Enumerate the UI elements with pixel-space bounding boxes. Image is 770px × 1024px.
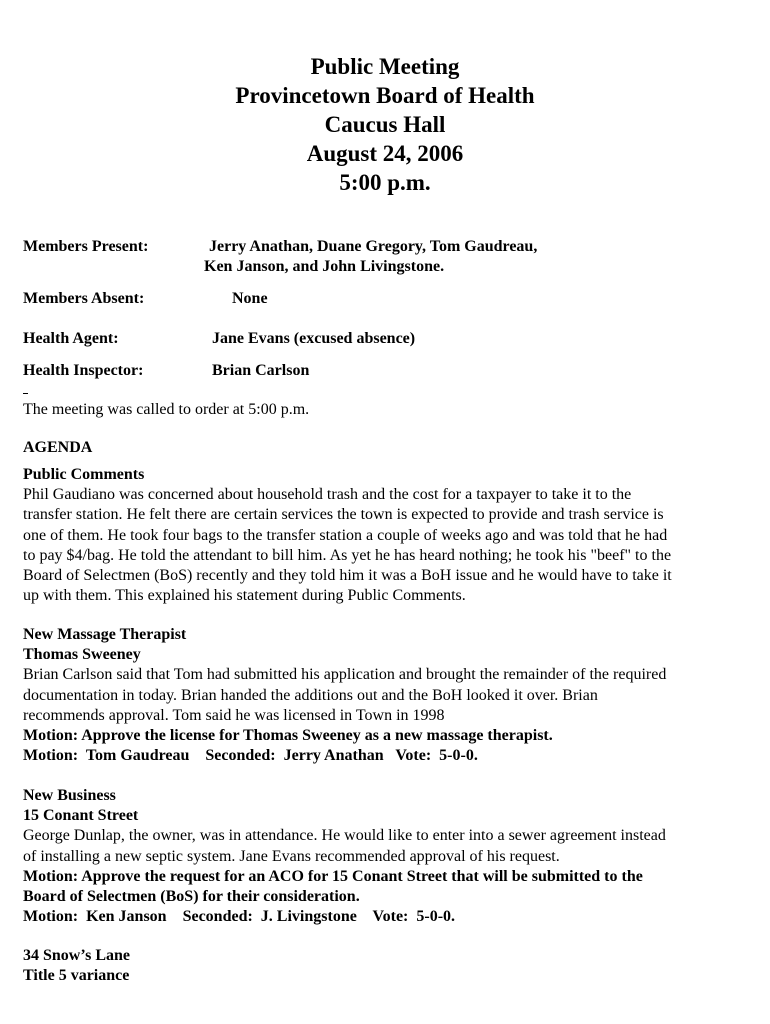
paragraph-line: of installing a new septic system. Jane Evans recommended approval of his request. bbox=[23, 847, 560, 865]
paragraph-line: transfer station. He felt there are certain services the town is expected to provide and trash service is bbox=[23, 506, 664, 524]
divider-mark bbox=[23, 393, 28, 394]
members-present-row bbox=[23, 237, 743, 279]
members-absent-value: None bbox=[232, 290, 268, 307]
agenda-heading bbox=[23, 438, 748, 458]
health-agent-label: Health Agent: bbox=[23, 330, 119, 347]
motion-line: Motion: Approve the request for an ACO for 15 Conant Street that will be submitted to the bbox=[23, 867, 643, 885]
paragraph-line: one of them. He took four bags to the transfer station a couple of weeks ago and was told that he had bbox=[23, 526, 668, 544]
agenda-heading-text: AGENDA bbox=[23, 439, 93, 456]
massage-therapist-subheading: Thomas Sweeney bbox=[23, 646, 141, 664]
members-absent-label: Members Absent: bbox=[23, 290, 145, 307]
new-business-heading: New Business bbox=[23, 787, 116, 804]
snows-lane-section bbox=[23, 946, 748, 986]
paragraph-line: documentation in today. Brian handed the additions out and the BoH looked it over. Brian bbox=[23, 686, 598, 704]
motion-line: Motion: Approve the license for Thomas Sweeney as a new massage therapist. bbox=[23, 727, 553, 745]
meeting-header bbox=[0, 52, 770, 197]
paragraph-line: up with them. This explained his statement during Public Comments. bbox=[23, 587, 466, 605]
header-title: Public Meeting bbox=[310, 54, 460, 79]
paragraph-line: recommends approval. Tom said he was licensed in Town in 1998 bbox=[23, 706, 445, 724]
motion-vote-line: Motion: Tom Gaudreau Seconded: Jerry Anathan Vote: 5-0-0. bbox=[23, 747, 478, 765]
new-business-section bbox=[23, 786, 748, 927]
public-comments-section bbox=[23, 465, 748, 606]
public-comments-heading: Public Comments bbox=[23, 466, 145, 483]
snows-lane-subheading: Title 5 variance bbox=[23, 967, 130, 985]
massage-therapist-section bbox=[23, 625, 748, 766]
health-inspector-label: Health Inspector: bbox=[23, 362, 144, 379]
members-present-line2: Ken Janson, and John Livingstone. bbox=[204, 258, 445, 275]
massage-therapist-heading: New Massage Therapist bbox=[23, 626, 187, 643]
paragraph-line: Brian Carlson said that Tom had submitted his application and brought the remainder of the required bbox=[23, 666, 667, 684]
header-location: Caucus Hall bbox=[324, 112, 446, 137]
header-board: Provincetown Board of Health bbox=[235, 83, 535, 108]
paragraph-line: Board of Selectmen (BoS) recently and they told him it was a BoH issue and he would have to take it bbox=[23, 567, 672, 585]
header-date: August 24, 2006 bbox=[306, 141, 464, 166]
motion-vote-line: Motion: Ken Janson Seconded: J. Livingstone Vote: 5-0-0. bbox=[23, 908, 456, 926]
paragraph-line: to pay $4/bag. He told the attendant to bill him. As yet he has heard nothing; he took his "beef" to the bbox=[23, 546, 672, 564]
members-present-line1: Jerry Anathan, Duane Gregory, Tom Gaudreau, bbox=[209, 238, 538, 255]
new-business-subheading: 15 Conant Street bbox=[23, 807, 139, 825]
health-inspector-value: Brian Carlson bbox=[212, 362, 310, 379]
health-agent-value: Jane Evans (excused absence) bbox=[212, 330, 416, 347]
call-to-order-text: The meeting was called to order at 5:00 p.m. bbox=[23, 401, 310, 418]
snows-lane-heading: 34 Snow’s Lane bbox=[23, 947, 130, 964]
paragraph-line: George Dunlap, the owner, was in attendance. He would like to enter into a sewer agreement instead bbox=[23, 827, 666, 845]
motion-line: Board of Selectmen (BoS) for their consideration. bbox=[23, 888, 360, 906]
call-to-order bbox=[23, 400, 748, 420]
paragraph-line: Phil Gaudiano was concerned about household trash and the cost for a taxpayer to take it to the bbox=[23, 486, 632, 504]
members-present-label: Members Present: bbox=[23, 238, 149, 255]
header-time: 5:00 p.m. bbox=[339, 170, 431, 195]
